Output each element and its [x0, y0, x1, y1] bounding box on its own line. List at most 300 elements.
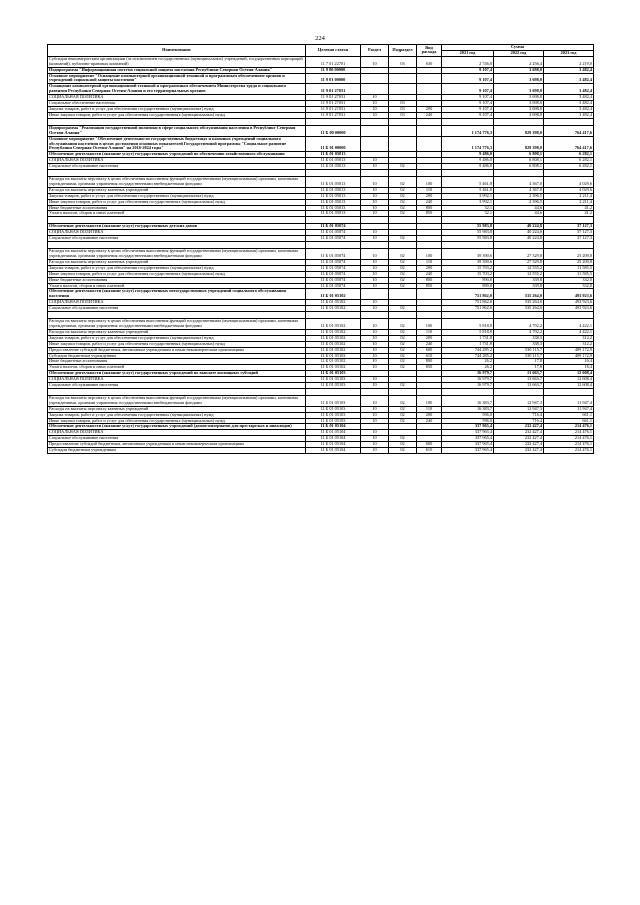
row-target-code: 11 Б 01 05074 — [306, 271, 361, 277]
row-name: Социальное обслуживание населения — [48, 436, 306, 442]
row-sum-2023: 41,2 — [544, 211, 594, 217]
row-subsection — [389, 388, 417, 395]
row-target-code: 11 Б 01 05103 — [306, 412, 361, 418]
row-sum-2023: 12 608,4 — [544, 383, 594, 389]
row-section: 10 — [361, 177, 389, 188]
row-target-code: 11 Б 01 05103 — [306, 377, 361, 383]
row-sum-2021: 32,1 — [442, 205, 494, 211]
row-sum-2023 — [544, 217, 594, 224]
row-section: 10 — [361, 205, 389, 211]
row-target-code: 11 Б 01 00000 — [306, 136, 361, 152]
row-section: 10 — [361, 359, 389, 365]
row-name: Закупка товаров, работ и услуг для обеспечения государственных (муниципальных) нужд — [48, 193, 306, 199]
row-sum-2021: 32,1 — [442, 211, 494, 217]
row-section — [361, 289, 389, 300]
row-sum-2023: 37 127,3 — [544, 236, 594, 242]
row-sum-2022: 6 808,1 — [494, 152, 544, 158]
row-sum-2022: 44,6 — [494, 205, 544, 211]
row-section: 10 — [361, 430, 389, 436]
row-name: Расходы на выплаты персоналу в целях обеспечения выполнения функций государственными (муниципальными) органами, казенными учреждениями, органами управления государственными внебюджетными фондами — [48, 177, 306, 188]
row-sum-2021: 16 383,7 — [442, 395, 494, 406]
row-target-code: 11 Б 01 05103 — [306, 371, 361, 377]
row-name: Закупка товаров, работ и услуг для обеспечения государственных (муниципальных) нужд — [48, 106, 306, 112]
row-sum-2022: 338,3 — [494, 335, 544, 341]
row-sum-2022: 232 427,4 — [494, 442, 544, 448]
row-section: 10 — [361, 101, 389, 107]
row-subsection: 02 — [389, 271, 417, 277]
row-section: 10 — [361, 341, 389, 347]
row-sum-2021: 1 731,8 — [442, 335, 494, 341]
row-sum-2023: 4 029,6 — [544, 187, 594, 193]
row-section: 10 — [361, 249, 389, 260]
row-sum-2022 — [494, 388, 544, 395]
row-sum-2021: 1 731,8 — [442, 341, 494, 347]
row-subsection: 02 — [389, 236, 417, 242]
row-sum-2022: 535 264,0 — [494, 300, 544, 306]
row-sum-2023: 6 282,1 — [544, 152, 594, 158]
row-sum-2022: 829 398,0 — [494, 136, 544, 152]
row-name: Социальное обеспечение населения — [48, 101, 306, 107]
row-name: Субсидии бюджетным учреждениям — [48, 353, 306, 359]
row-sum-2022: 530 115,7 — [494, 353, 544, 359]
row-section: 10 — [361, 365, 389, 371]
row-exp-type: 800 — [417, 205, 442, 211]
row-sum-2023: 332,0 — [544, 277, 594, 283]
col-subsection-header: Подраздел — [389, 45, 417, 57]
row-target-code: 11 9 01 27031 — [306, 106, 361, 112]
row-target-code: 11 7 01 22701 — [306, 56, 361, 67]
row-subsection: 02 — [389, 177, 417, 188]
row-name: Основное мероприятие "Оснащение компьютерной организационной техникой и программным обеспечением органов и учреждений социальной защиты населения" — [48, 73, 306, 84]
row-sum-2021: 9 107,4 — [442, 101, 494, 107]
row-sum-2021: 55 983,8 — [442, 224, 494, 230]
row-sum-2022: 3 698,0 — [494, 67, 544, 73]
row-target-code: 11 Б 01 05102 — [306, 329, 361, 335]
row-target-code: 11 Б 01 05013 — [306, 193, 361, 199]
table-row — [48, 249, 594, 260]
table-row — [48, 56, 594, 67]
row-subsection: 02 — [389, 259, 417, 265]
row-sum-2022 — [494, 170, 544, 177]
row-exp-type — [417, 242, 442, 249]
row-sum-2022: 232 427,4 — [494, 448, 544, 454]
row-name: Расходы на выплаты персоналу казенных учреждений — [48, 187, 306, 193]
row-name: Иные закупки товаров, работ и услуг для обеспечения государственных (муниципальных) нужд — [48, 112, 306, 118]
row-subsection: 02 — [389, 164, 417, 170]
row-subsection: 03 — [389, 106, 417, 112]
row-subsection — [389, 125, 417, 136]
row-subsection: 03 — [389, 112, 417, 118]
row-name: СОЦИАЛЬНАЯ ПОЛИТИКА — [48, 158, 306, 164]
row-exp-type: 800 — [417, 277, 442, 283]
row-subsection: 02 — [389, 283, 417, 289]
row-sum-2022: 232 427,4 — [494, 430, 544, 436]
row-sum-2023: 4 029,6 — [544, 177, 594, 188]
row-sum-2022: 27 329,8 — [494, 249, 544, 260]
row-sum-2023: 214 476,1 — [544, 430, 594, 436]
row-sum-2023: 332,0 — [544, 283, 594, 289]
row-sum-2021: 5 461,8 — [442, 177, 494, 188]
row-sum-2021: 26,2 — [442, 359, 494, 365]
row-sum-2021 — [442, 242, 494, 249]
row-subsection: 02 — [389, 412, 417, 418]
row-target-code: 11 Б 01 05102 — [306, 289, 361, 300]
row-target-code: 11 Б 01 05102 — [306, 347, 361, 353]
row-exp-type: 100 — [417, 395, 442, 406]
row-section: 10 — [361, 230, 389, 236]
row-exp-type — [417, 312, 442, 319]
col-target-header: Целевая статья — [306, 45, 361, 57]
row-subsection: 02 — [389, 341, 417, 347]
row-subsection: 02 — [389, 329, 417, 335]
row-exp-type — [417, 118, 442, 125]
row-sum-2022: 535 264,0 — [494, 306, 544, 312]
row-name: Подпрограмма "Реализация государственной политики в сфере социального обслуживания населения в Республике Северная Осетия-Алания" — [48, 125, 306, 136]
row-sum-2023 — [544, 388, 594, 395]
row-section: 10 — [361, 347, 389, 353]
row-sum-2021: 16 383,7 — [442, 406, 494, 412]
row-name — [48, 170, 306, 177]
row-section: 10 — [361, 436, 389, 442]
table-row — [48, 388, 594, 395]
row-sum-2022: 232 427,4 — [494, 436, 544, 442]
table-body — [48, 56, 594, 453]
row-target-code: 11 Б 01 05102 — [306, 359, 361, 365]
row-sum-2023: 3 482,4 — [544, 101, 594, 107]
row-name: Иные закупки товаров, работ и услуг для обеспечения государственных (муниципальных) нужд — [48, 341, 306, 347]
row-section — [361, 217, 389, 224]
row-subsection: 03 — [389, 101, 417, 107]
row-subsection: 02 — [389, 353, 417, 359]
row-subsection — [389, 217, 417, 224]
row-exp-type: 200 — [417, 335, 442, 341]
page-number: 224 — [315, 35, 325, 42]
row-sum-2023 — [544, 118, 594, 125]
row-sum-2022 — [494, 312, 544, 319]
row-sum-2022: 4 792,2 — [494, 329, 544, 335]
row-subsection: 02 — [389, 406, 417, 412]
row-sum-2023: 4 422,1 — [544, 329, 594, 335]
row-sum-2021 — [442, 170, 494, 177]
row-section: 10 — [361, 283, 389, 289]
row-sum-2023 — [544, 312, 594, 319]
row-section: 10 — [361, 418, 389, 424]
row-section: 10 — [361, 95, 389, 101]
row-sum-2022: 716,4 — [494, 412, 544, 418]
col-2022-header: 2022 год — [494, 50, 544, 56]
row-sum-2023: 214 476,1 — [544, 442, 594, 448]
row-sum-2023: 6 282,1 — [544, 164, 594, 170]
row-sum-2021: 1 174 776,3 — [442, 136, 494, 152]
row-sum-2023: 41,2 — [544, 205, 594, 211]
row-sum-2021: 337 965,4 — [442, 448, 494, 454]
row-target-code: 11 Б 01 05102 — [306, 306, 361, 312]
row-subsection: 02 — [389, 448, 417, 454]
col-exp-type-header: Вид расхода — [417, 45, 442, 57]
row-sum-2023: 312,2 — [544, 341, 594, 347]
row-target-code: 11 Б 01 05102 — [306, 353, 361, 359]
row-sum-2021: 2 746,0 — [442, 56, 494, 67]
row-sum-2021: 9 107,4 — [442, 84, 494, 95]
row-sum-2023: 25 209,8 — [544, 259, 594, 265]
row-sum-2023: 214 476,1 — [544, 448, 594, 454]
row-exp-type: 200 — [417, 193, 442, 199]
row-sum-2021: 9 486,0 — [442, 158, 494, 164]
row-target-code: 11 Б 01 05103 — [306, 395, 361, 406]
col-sum-header: Сумма — [442, 45, 594, 51]
row-sum-2021: 3 992,1 — [442, 193, 494, 199]
row-exp-type: 240 — [417, 199, 442, 205]
row-name: СОЦИАЛЬНАЯ ПОЛИТИКА — [48, 430, 306, 436]
row-section: 10 — [361, 406, 389, 412]
row-name: Субсидии некоммерческим организациям (за исключением государственных (муниципальных) учреждений, государственных корпораций (компаний), публично-правовых компаний) — [48, 56, 306, 67]
row-target-code: 11 Б 01 05013 — [306, 187, 361, 193]
table-row — [48, 319, 594, 330]
row-subsection — [389, 289, 417, 300]
row-target-code: 11 Б 01 05013 — [306, 211, 361, 217]
row-name: Подпрограмма "Информационная система социальной защиты населения Республики Северная Осетия-Алания" — [48, 67, 306, 73]
row-target-code: 11 Б 01 05104 — [306, 448, 361, 454]
row-name: Закупка товаров, работ и услуг для обеспечения государственных (муниципальных) нужд — [48, 412, 306, 418]
table-row — [48, 170, 594, 177]
row-target-code: 11 Б 01 05102 — [306, 341, 361, 347]
row-sum-2022: 6 808,1 — [494, 158, 544, 164]
row-target-code: 11 Б 01 05104 — [306, 424, 361, 430]
row-sum-2023: 2 211,4 — [544, 193, 594, 199]
col-name-header: Наименование — [48, 45, 306, 57]
row-subsection — [389, 118, 417, 125]
row-name: Социальное обслуживание населения — [48, 164, 306, 170]
row-target-code: 11 Б 01 05104 — [306, 442, 361, 448]
row-subsection — [389, 84, 417, 95]
row-section: 10 — [361, 319, 389, 330]
row-section: 10 — [361, 187, 389, 193]
row-section: 10 — [361, 395, 389, 406]
row-subsection: 02 — [389, 211, 417, 217]
row-target-code: 11 Б 01 05074 — [306, 249, 361, 260]
row-exp-type: 240 — [417, 418, 442, 424]
row-sum-2022: 2 396,5 — [494, 193, 544, 199]
row-sum-2023: 12 608,4 — [544, 371, 594, 377]
row-subsection: 02 — [389, 418, 417, 424]
row-target-code: 11 Б 01 05103 — [306, 383, 361, 389]
row-sum-2022: 535 264,0 — [494, 289, 544, 300]
row-section: 10 — [361, 383, 389, 389]
row-section — [361, 118, 389, 125]
row-target-code — [306, 388, 361, 395]
row-exp-type: 240 — [417, 271, 442, 277]
row-target-code: 11 Б 01 05074 — [306, 259, 361, 265]
row-exp-type: 110 — [417, 406, 442, 412]
row-subsection: 02 — [389, 306, 417, 312]
row-sum-2023: 312,2 — [544, 335, 594, 341]
row-sum-2023: 3 482,4 — [544, 73, 594, 84]
row-sum-2022: 13 663,7 — [494, 377, 544, 383]
row-name: Обеспечение деятельности (оказание услуг) государственных учреждений (домов-интернатов для престарелых и инвалидов) — [48, 424, 306, 430]
row-section: 10 — [361, 277, 389, 283]
row-sum-2022: 40 224,8 — [494, 236, 544, 242]
row-target-code: 11 Б 01 05102 — [306, 300, 361, 306]
row-section: 10 — [361, 271, 389, 277]
row-subsection: 02 — [389, 335, 417, 341]
row-section — [361, 388, 389, 395]
row-sum-2022: 6 808,1 — [494, 164, 544, 170]
row-subsection: 02 — [389, 265, 417, 271]
row-target-code: 11 Б 01 05102 — [306, 319, 361, 330]
row-target-code: 11 Б 01 05013 — [306, 177, 361, 188]
row-section: 10 — [361, 265, 389, 271]
row-sum-2023: 661,1 — [544, 418, 594, 424]
row-exp-type: 610 — [417, 448, 442, 454]
row-name: Иные закупки товаров, работ и услуг для обеспечения государственных (муниципальных) нужд — [48, 418, 306, 424]
row-sum-2023: 11 585,5 — [544, 271, 594, 277]
row-sum-2021: 3 992,1 — [442, 199, 494, 205]
row-subsection — [389, 170, 417, 177]
row-target-code: 11 Б 01 05074 — [306, 230, 361, 236]
row-name: Расходы на выплаты персоналу в целях обеспечения выполнения функций государственными (муниципальными) органами, казенными учреждениями, органами управления государственными внебюджетными фондами — [48, 395, 306, 406]
row-subsection: 02 — [389, 395, 417, 406]
row-sum-2022: 3 698,0 — [494, 73, 544, 84]
row-name: Предоставление субсидий бюджетным, автономным учреждениям и иным некоммерческим организациям — [48, 442, 306, 448]
table-row — [48, 118, 594, 125]
row-target-code — [306, 118, 361, 125]
row-name — [48, 388, 306, 395]
budget-table — [47, 44, 594, 454]
row-target-code: 11 Б 01 05102 — [306, 335, 361, 341]
row-exp-type: 240 — [417, 112, 442, 118]
table-row — [48, 177, 594, 188]
row-target-code: 11 9 01 27031 — [306, 101, 361, 107]
row-sum-2022: 829 398,0 — [494, 125, 544, 136]
row-exp-type — [417, 388, 442, 395]
row-sum-2022: 12 947,3 — [494, 395, 544, 406]
row-section: 10 — [361, 158, 389, 164]
row-target-code: 11 Б 01 05104 — [306, 436, 361, 442]
row-sum-2022 — [494, 242, 544, 249]
row-exp-type: 110 — [417, 187, 442, 193]
row-sum-2023 — [544, 170, 594, 177]
row-sum-2021: 15 703,2 — [442, 271, 494, 277]
row-name: Обеспечение деятельности (оказание услуг) государственных учреждений по обеспечению хозяйственного обслуживания — [48, 152, 306, 158]
row-sum-2022: 4 367,0 — [494, 187, 544, 193]
row-name: Закупка товаров, работ и услуг для обеспечения государственных (муниципальных) нужд — [48, 265, 306, 271]
row-section: 10 — [361, 329, 389, 335]
row-sum-2021: 9 107,4 — [442, 112, 494, 118]
row-sum-2023: 37 127,3 — [544, 224, 594, 230]
row-section: 10 — [361, 377, 389, 383]
row-sum-2022: 12 555,2 — [494, 265, 544, 271]
row-name: Расходы на выплаты персоналу в целях обеспечения выполнения функций государственными (муниципальными) органами, казенными учреждениями, органами управления государственными внебюджетными фондами — [48, 319, 306, 330]
row-name: Расходы на выплаты персоналу казенных учреждений — [48, 259, 306, 265]
row-name: Уплата налогов, сборов и иных платежей — [48, 283, 306, 289]
row-sum-2021: 337 965,4 — [442, 442, 494, 448]
row-target-code: 11 Б 01 05074 — [306, 265, 361, 271]
row-name: Расходы на выплаты персоналу казенных учреждений — [48, 406, 306, 412]
row-target-code: 11 Б 01 05104 — [306, 430, 361, 436]
row-section: 10 — [361, 412, 389, 418]
table-row — [48, 289, 594, 300]
row-exp-type — [417, 84, 442, 95]
row-exp-type: 110 — [417, 259, 442, 265]
row-name: Оснащение компьютерной организационной техникой и программным обеспечением Министерства труда и социального развития Республики Северная Осетия-Алания и его территориальных органов — [48, 84, 306, 95]
row-sum-2021: 596,0 — [442, 418, 494, 424]
col-2021-header: 2021 год — [442, 50, 494, 56]
row-sum-2023: 764 417,6 — [544, 136, 594, 152]
row-sum-2021: 9 486,0 — [442, 164, 494, 170]
row-name: Расходы на выплаты персоналу в целях обеспечения выполнения функций государственными (муниципальными) органами, казенными учреждениями, органами управления государственными внебюджетными фондами — [48, 249, 306, 260]
row-subsection: 02 — [389, 383, 417, 389]
row-sum-2021: 39 390,6 — [442, 259, 494, 265]
row-target-code: 11 Б 00 00000 — [306, 125, 361, 136]
row-exp-type — [417, 125, 442, 136]
row-sum-2022: 338,3 — [494, 341, 544, 347]
row-subsection — [389, 312, 417, 319]
row-exp-type: 610 — [417, 353, 442, 359]
row-sum-2023: 3 482,4 — [544, 67, 594, 73]
row-sum-2023: 3 482,4 — [544, 84, 594, 95]
row-sum-2022: 17,8 — [494, 365, 544, 371]
row-exp-type: 850 — [417, 365, 442, 371]
row-target-code: 11 9 01 27031 — [306, 95, 361, 101]
row-subsection: 02 — [389, 249, 417, 260]
table-row — [48, 242, 594, 249]
row-sum-2023: 11 585,5 — [544, 265, 594, 271]
row-sum-2022 — [494, 217, 544, 224]
row-sum-2021: 5 818,8 — [442, 329, 494, 335]
row-sum-2022: 13 663,7 — [494, 371, 544, 377]
row-name: Субсидии бюджетным учреждениям — [48, 448, 306, 454]
row-section: 10 — [361, 193, 389, 199]
row-exp-type: 100 — [417, 319, 442, 330]
row-sum-2023: 6 282,1 — [544, 158, 594, 164]
row-name: Социальное обслуживание населения — [48, 236, 306, 242]
row-section: 10 — [361, 306, 389, 312]
row-sum-2021 — [442, 118, 494, 125]
row-subsection: 02 — [389, 205, 417, 211]
row-name: СОЦИАЛЬНАЯ ПОЛИТИКА — [48, 377, 306, 383]
row-sum-2021: 55 983,8 — [442, 236, 494, 242]
row-sum-2021: 5 818,8 — [442, 319, 494, 330]
row-name: Уплата налогов, сборов и иных платежей — [48, 365, 306, 371]
row-target-code: 11 9 00 00000 — [306, 67, 361, 73]
row-section: 10 — [361, 106, 389, 112]
row-name: Иные бюджетные ассигнования — [48, 359, 306, 365]
row-name: Основное мероприятие "Обеспечение деятельности государственных бюджетных и казенных учреждений социального обслуживания населения в целях достижения основных показателей Государственной программы "Социальное развитие Республики Северная Осетия-Алания" на 2016-2024 годы" — [48, 136, 306, 152]
row-section: 10 — [361, 164, 389, 170]
row-sum-2021: 596,0 — [442, 412, 494, 418]
row-sum-2022: 44,6 — [494, 211, 544, 217]
row-sum-2022 — [494, 118, 544, 125]
table-row — [48, 136, 594, 152]
row-sum-2022: 2 256,4 — [494, 56, 544, 67]
row-target-code — [306, 312, 361, 319]
row-sum-2021: 751 862,0 — [442, 289, 494, 300]
row-exp-type — [417, 136, 442, 152]
row-sum-2021: 751 862,0 — [442, 306, 494, 312]
row-sum-2022: 3 698,0 — [494, 101, 544, 107]
row-sum-2021: 9 107,4 — [442, 67, 494, 73]
row-exp-type: 200 — [417, 412, 442, 418]
row-sum-2022: 27 329,8 — [494, 259, 544, 265]
row-sum-2022: 339,8 — [494, 277, 544, 283]
row-subsection — [389, 73, 417, 84]
row-subsection — [389, 242, 417, 249]
row-sum-2021 — [442, 388, 494, 395]
row-exp-type: 800 — [417, 359, 442, 365]
row-sum-2023: 16,4 — [544, 359, 594, 365]
row-subsection: 02 — [389, 436, 417, 442]
row-target-code: 11 Б 01 05013 — [306, 199, 361, 205]
